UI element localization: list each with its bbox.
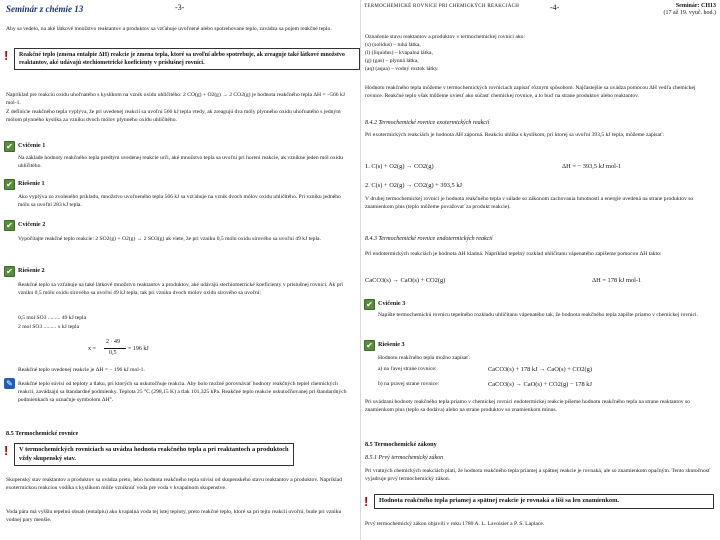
solution-text: Hodnotu reakčného tepla možno zapísať: xyxy=(378,355,471,361)
fraction xyxy=(88,339,158,363)
seminar-title: Seminár z chémie 13 xyxy=(6,4,84,14)
seminar-info xyxy=(664,3,717,17)
subsection-title: 8.5.1 Prvý termochemický zákon xyxy=(365,455,444,461)
fraction-bar xyxy=(104,348,126,349)
solution-title: Riešenie 2 xyxy=(18,267,45,274)
running-head: TERMOCHEMICKÉ ROVNICE PRI CHEMICKÝCH REAKCIÁCH xyxy=(364,4,520,9)
checkmark-icon: ✔ xyxy=(364,340,375,351)
proportion-line: 2 mol SO3 ......... x kJ tepla xyxy=(18,324,80,330)
exercise-title: Cvičenie 1 xyxy=(18,142,46,149)
proportion-line: 0,5 mol SO3 ......... 49 kJ tepla xyxy=(18,315,87,321)
paragraph: Reakčné teplo súvisí od teploty a tlaku, pri ktorých sa uskutočňuje reakcia. Aby bolo možné porovnávať hodnoty reakčných tepiel chemických reakcií, zavádzajú sa štandardné podmienky. Teplota 25 °C (298,15 K) a tlak 101,325 kPa. Reakčné teplo reakcie uskutočňovanej pri štandardných podmienkach sa označuje symbolom ΔH°. xyxy=(18,381,347,403)
equation-enthalpy: ΔH = 178 kJ mol-1 xyxy=(592,277,642,284)
fraction-rhs: = 196 kJ xyxy=(128,346,149,352)
subsection-title: 8.4.3 Termochemické rovnice endotermických reakcií xyxy=(365,236,493,242)
solution-option-label: a) na ľavej strane rovnice: xyxy=(378,366,437,372)
paragraph: Skupenský stav reaktantov a produktov sa uvádza preto, lebo hodnota reakčného tepla súvisí od skupenského stavu reaktantov a produktov. Napríklad exotermickou reakciou vodíka s kyslíkom môže vzniknúť voda pre voda v kvapalnom skupenstve. xyxy=(6,477,342,491)
exercise-text: Napíšte termochemickú rovnicu tepelného rozkladu uhličitanu vápenatého tak, že hodnota reakčného tepla zapíšte priamo v chemickej rovnici. xyxy=(378,312,698,318)
solution-title: Riešenie 1 xyxy=(18,180,45,187)
exclamation-icon: ! xyxy=(4,443,9,458)
intro-paragraph: Aby sa vedelo, na aké látkové množstvo reaktantov a produktov sa vzťahuje uvoľnené alebo spotrebované teplo, zavádza sa pojem reakčné teplo. xyxy=(6,26,332,32)
solution-text: Ako vyplýva zo zvoleného príkladu, množstvo uvoľneného tepla 566 kJ sa vzťahuje na vznik dvoch mólov oxidu uhličitého. Pri vzniku jedného mólu sa uvoľní 283 kJ tepla. xyxy=(18,194,341,208)
solution-equation: CaCO3(s) → CaO(s) + CO2(g) − 178 kJ xyxy=(488,381,592,388)
exclamation-icon: ! xyxy=(364,494,369,509)
paragraph: Pri endotermických reakciách je hodnota ΔH kladná. Napríklad tepelný rozklad uhličitanu vápenatého zapíšeme pomocou ΔH takto: xyxy=(365,251,662,257)
solution-option-label: b) na pravej strane rovnice: xyxy=(378,381,440,387)
paragraph: V druhej termochemickej rovnici je hodnota reakčného tepla v súlade so zákonom zachovania hmotnosti a energie uvedená na strane produktov so znamienkom plus (teplo môžeme považovať za produkt reakcie). xyxy=(365,196,694,210)
page-divider xyxy=(360,0,361,540)
equation-enthalpy: ΔH = − 393,5 kJ mol-1 xyxy=(562,163,622,170)
paragraph: Napríklad pre reakciu oxidu uhoľnatého s kyslíkom na vznik oxidu uhličitého: 2 CO(g) + O2(g) → 2 CO2(g) je hodnota reakčného tepla ΔH = −566 kJ mol-1. xyxy=(6,92,345,106)
right-page xyxy=(362,0,720,540)
state-item: (g) (gas) – plynná látka, xyxy=(365,58,419,64)
equation: 2. C(s) + O2(g) → CO2(g) + 393,5 kJ xyxy=(365,182,463,189)
info-icon: ✎ xyxy=(4,378,15,389)
exercise-text: Vypočítajte reakčné teplo reakcie: 2 SO2(g) + O2(g) → 2 SO3(g) ak viete, že pri vzniku 0,5 mólu oxidu sírového sa uvoľní 49 kJ tepla. xyxy=(18,236,321,242)
state-item: (s) (solidus) – tuhá látka, xyxy=(365,42,421,48)
law-box: Hodnota reakčného tepla priamej a spätnej reakcie je rovnaká a líši sa len znamienkom. xyxy=(374,494,714,509)
states-intro: Označenie stavu reaktantov a produktov v termochemickej rovnici ako: xyxy=(365,34,525,40)
equation: 1. C(s) + O2(g) → CO2(g) xyxy=(365,163,434,170)
definition-box: Reakčné teplo (zmena entalpie ΔH) reakcie je zmena tepla, ktoré sa uvoľní alebo spotrebuje, ak zreaguje také látkové množstvo reaktantov, aké udávajú stechiometrické koeficienty v príslušnej rovnici. xyxy=(14,48,360,70)
solution-equation: CaCO3(s) + 178 kJ → CaO(s) + CO2(g) xyxy=(488,366,592,373)
checkmark-icon: ✔ xyxy=(4,266,15,277)
fraction-numerator: 2 · 49 xyxy=(106,339,120,345)
section-title: 8.5 Termochemické zákony xyxy=(365,441,437,448)
definition-box: V termochemických rovniciach sa uvádza hodnota reakčného tepla a pri reaktantoch a produktoch vždy skupenský stav. xyxy=(14,443,294,466)
section-title: 8.5 Termochemické rovnice xyxy=(6,430,79,437)
paragraph: Hodnotu reakčného tepla môžeme v termochemických rovniciach zapísať rôznym spôsobom. Najčastejšie sa uvádza pomocou ΔH vedľa chemickej rovnice. Reakčné teplo však môžeme uviesť ako súčasť chemickej rovnice, a to buď na strane produktov alebo reaktantov. xyxy=(365,85,696,99)
exclamation-icon: ! xyxy=(4,48,9,63)
checkmark-icon: ✔ xyxy=(364,299,375,310)
solution-title: Riešenie 3 xyxy=(378,341,405,348)
page-number: -4- xyxy=(550,3,560,12)
solution-text: Reakčné teplo sa vzťahuje na také látkové množstvo reaktantov a produktov, aké udávajú stechiometrické koeficienty v príslušnej rovnici. Ak pri vzniku 0,5 mólu oxidu sírového sa uvoľní 49 kJ tepla, tak pri vzniku dvoch mólov oxidu sírového sa uvoľní: xyxy=(18,282,343,296)
paragraph: Voda pára má vyššiu tepelnú obsah (entalpiu) ako kvapalná voda tej istej teploty, preto reakčné teplo, ktoré sa pri tejto reakcii uvoľní, bude pri vzniku vodnej pary menšie. xyxy=(6,509,342,523)
paragraph: Pri uvádzaní hodnoty reakčného tepla priamo v chemickej rovnici endotermickej reakcie píšeme hodnotu reakčného tepla na strane reaktantov so znamienkom plus (teplo sa dodáva) alebo na strane produktov so znamienkom mínus. xyxy=(365,399,690,413)
checkmark-icon: ✔ xyxy=(4,220,15,231)
fraction-denominator: 0,5 xyxy=(109,350,117,356)
exercise-text: Na základe hodnoty reakčného tepla predtým uvedenej reakcie urči, aké množstvo tepla sa uvoľní pri horení reakcie, ak vznikne jeden mól oxidu uhličitého. xyxy=(18,155,343,169)
paragraph: Pri exotermických reakciách je hodnota ΔH záporná. Reakciu uhlíka s kyslíkom, pri ktorej sa uvoľní 393,5 kJ tepla, môžeme zapísať: xyxy=(365,132,664,138)
fraction-lhs: x = xyxy=(88,346,96,352)
state-item: (aq) (aqua) – vodný roztok látky. xyxy=(365,66,439,72)
equation: CaCO3(s) → CaO(s) + CO2(g) xyxy=(365,277,446,284)
result-line: Reakčné teplo uvedenej reakcie je ΔH = − 196 kJ mol-1. xyxy=(18,367,145,373)
checkmark-icon: ✔ xyxy=(4,179,15,190)
paragraph: Pri vratných chemických reakciách platí, že hodnota reakčného tepla priamej a spätnej reakcie je rovnaká, ale so znamienkom opačným. Tento skutočnosť vyjadruje prvý termochemický zákon. xyxy=(365,468,711,482)
seminar-hours: (17 až 19. vyuč. hod.) xyxy=(663,9,716,16)
state-item: (l) (liquidus) – kvapalná látka, xyxy=(365,50,433,56)
paragraph: Z definície reakčného tepla vyplýva, že pri uvedenej reakcii sa uvoľní 566 kJ tepla vtedy, ak zreagujú dva móly plynného oxidu uhoľnatého s jedným mólom plynného kyslíka za vzniku dvoch mólov plynného oxidu uhličitého. xyxy=(6,109,341,123)
page-number: -3- xyxy=(175,3,185,12)
paragraph: Prvý termochemický zákon objavili v roku 1780 A. L. Lavoisier a P. S. Laplace. xyxy=(365,521,545,527)
exercise-title: Cvičenie 2 xyxy=(18,221,46,228)
checkmark-icon: ✔ xyxy=(4,141,15,152)
subsection-title: 8.4.2 Termochemické rovnice exotermických reakcií xyxy=(365,120,490,126)
exercise-title: Cvičenie 3 xyxy=(378,300,406,307)
seminar-code: Seminár: CH13 xyxy=(675,3,716,9)
